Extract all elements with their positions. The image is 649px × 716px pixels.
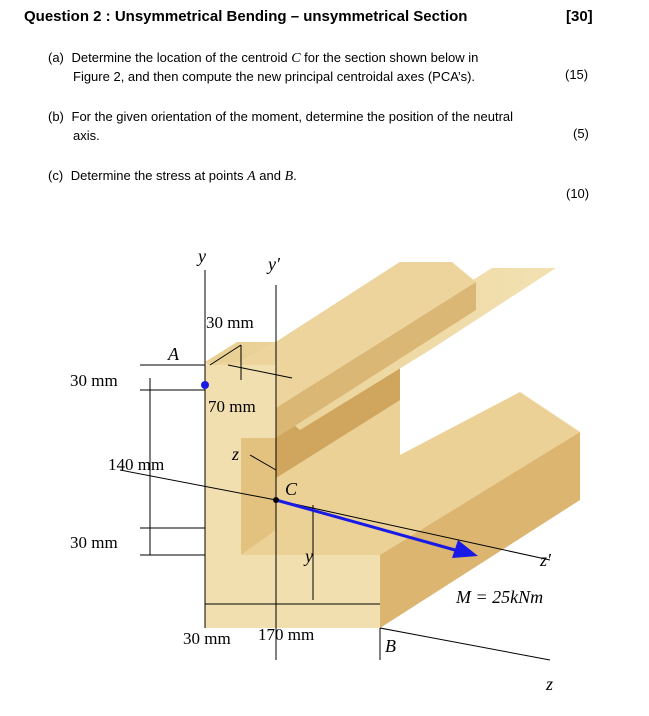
part-b-marks: (5) [573, 126, 589, 141]
dim-top-thickness: 30 mm [70, 371, 118, 390]
point-a-dot [201, 381, 209, 389]
centroid-z-label: z [232, 444, 240, 464]
part-a-line2: Figure 2, and then compute the new principal centroidal axes (PCA’s). [73, 69, 476, 84]
part-a-label: (a) [48, 50, 64, 65]
axis-y-label: y [198, 246, 206, 266]
part-a-marks: (15) [565, 67, 589, 82]
part-a-text-pre: Determine the location of the centroid [71, 50, 292, 65]
part-c-text-mid: and [255, 168, 285, 183]
axis-z-label: z [546, 674, 554, 694]
dim-bottom-thickness: 30 mm [70, 533, 118, 552]
centroid-c-dot [273, 497, 279, 503]
dim-bottom-flange-length: 170 mm [258, 625, 315, 644]
part-c-text-end: . [293, 168, 297, 183]
moment-label: M = 25kNm [456, 587, 544, 607]
dim-top-flange-width: 30 mm [206, 313, 254, 332]
point-a-label: A [168, 344, 179, 364]
centroid-y-label: y [305, 546, 313, 566]
point-c-label: C [285, 479, 298, 499]
part-c-var-a: A [247, 169, 256, 184]
question-title: Question 2 : Unsymmetrical Bending – unsymmetrical Section [24, 8, 468, 25]
part-a-var-c: C [291, 51, 301, 66]
part-b-text: For the given orientation of the moment, determine the position of the neutral [71, 109, 514, 124]
part-a-text-post: for the section shown below in [300, 50, 479, 65]
part-c-var-b: B [284, 169, 294, 184]
dim-web-height: 140 mm [108, 455, 165, 474]
axis-z-prime-label: z′ [540, 550, 551, 570]
part-c-marks: (10) [566, 186, 590, 201]
part-b-line2: axis. [73, 128, 100, 143]
part-b-label: (b) [48, 109, 64, 124]
dim-top-flange-length: 70 mm [208, 397, 256, 416]
part-c-label: (c) [48, 168, 64, 183]
axis-y-prime-label: y′ [268, 254, 280, 274]
point-b-label: B [385, 636, 396, 656]
question-total-marks: [30] [566, 8, 593, 25]
dim-web-thickness: 30 mm [183, 629, 231, 648]
part-c-text-pre: Determine the stress at points [70, 168, 248, 183]
